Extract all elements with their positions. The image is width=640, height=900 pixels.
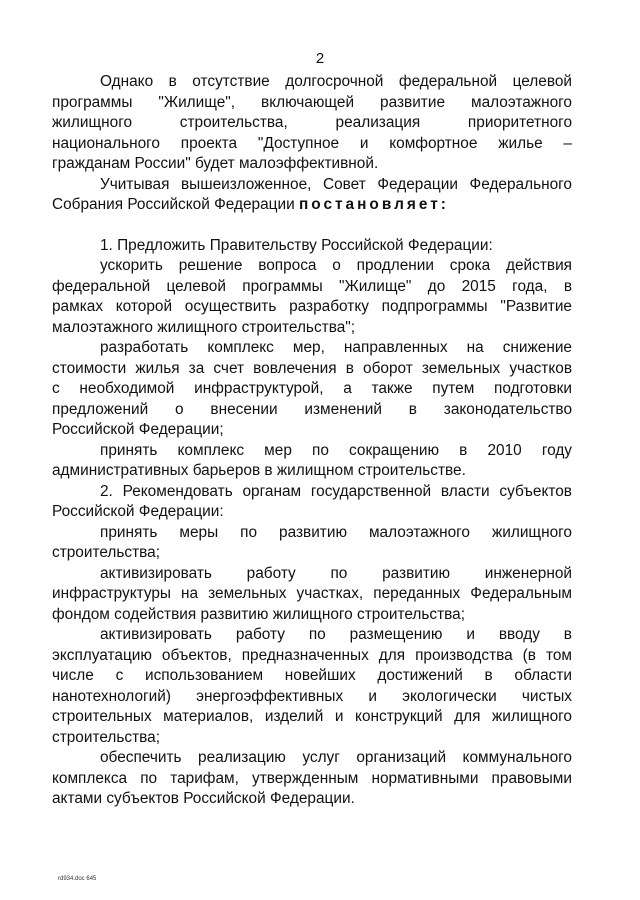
document-footer: rd934.doc 645	[58, 876, 97, 882]
text-line	[52, 195, 572, 216]
paragraph-resolution	[52, 175, 572, 216]
page-number: 2	[315, 50, 325, 67]
text-line: фондом содействия развитию жилищного строительства;	[52, 605, 465, 623]
text-line: жилищного строительства, реализация приоритетного	[52, 114, 572, 131]
item-2-title: 2. Рекомендовать органам государственной власти субъектов	[100, 482, 572, 500]
paragraph-intro	[52, 72, 572, 175]
resolution-prefix: Собрания Российской Федерации	[52, 196, 295, 213]
item-2-title: Российской Федерации:	[52, 503, 224, 520]
spacer	[52, 216, 572, 236]
item-1	[52, 236, 572, 482]
text-line: нанотехнологий) энергоэффективных и экологически чистых	[52, 687, 572, 705]
text-line: эксплуатацию объектов, предназначенных для производства (в том	[52, 646, 572, 664]
text-line: гражданам России" будет малоэффективной.	[52, 155, 379, 172]
item-1-title: 1. Предложить Правительству Российской Федерации:	[100, 236, 493, 254]
text-line: принять меры по развитию малоэтажного жилищного	[100, 523, 572, 541]
text-line: активизировать работу по развитию инженерной	[100, 564, 572, 582]
resolution-keyword: постановляет:	[298, 196, 449, 213]
document-body	[52, 72, 572, 810]
text-line: административных барьеров в жилищном строительстве.	[52, 462, 466, 479]
text-line: Российской Федерации;	[52, 421, 224, 438]
text-line: принять комплекс мер по сокращению в 2010 году	[100, 441, 572, 459]
text-line: числе с использованием новейших достижений в области	[52, 667, 572, 684]
text-line: национального проекта "Доступное и комфортное жилье –	[52, 134, 572, 152]
text-line: предложений о внесении изменений в законодательство	[52, 400, 572, 418]
text-line: с необходимой инфраструктурой, а также путем подготовки	[52, 380, 572, 397]
text-line: стоимости жилья за счет вовлечения в оборот земельных участков	[52, 359, 572, 377]
item-2	[52, 482, 572, 810]
text-line: разработать комплекс мер, направленных на снижение	[100, 339, 572, 356]
text-line: активизировать работу по размещению и вводу в	[100, 626, 572, 643]
text-line: Однако в отсутствие долгосрочной федеральной целевой	[100, 73, 572, 90]
text-line: строительных материалов, изделий и конструкций для жилищного	[52, 708, 572, 725]
text-line: строительства;	[52, 728, 160, 746]
text-line: строительства;	[52, 544, 160, 561]
text-line: программы "Жилище", включающей развитие малоэтажного	[52, 93, 572, 111]
text-line: рамках которой осуществить разработку подпрограммы "Развитие	[52, 298, 572, 315]
text-line: обеспечить реализацию услуг организаций коммунального	[100, 749, 572, 766]
text-line: федеральной целевой программы "Жилище" до 2015 года, в	[52, 277, 572, 295]
text-line: инфраструктуры на земельных участках, переданных Федеральным	[52, 585, 572, 602]
text-line: актами субъектов Российской Федерации.	[52, 790, 355, 807]
text-line: малоэтажного жилищного строительства";	[52, 318, 356, 336]
text-line: Учитывая вышеизложенное, Совет Федерации Федерального	[100, 175, 572, 193]
text-line: комплекса по тарифам, утвержденным нормативными правовыми	[52, 769, 572, 787]
text-line: ускорить решение вопроса о продлении срока действия	[100, 257, 572, 274]
